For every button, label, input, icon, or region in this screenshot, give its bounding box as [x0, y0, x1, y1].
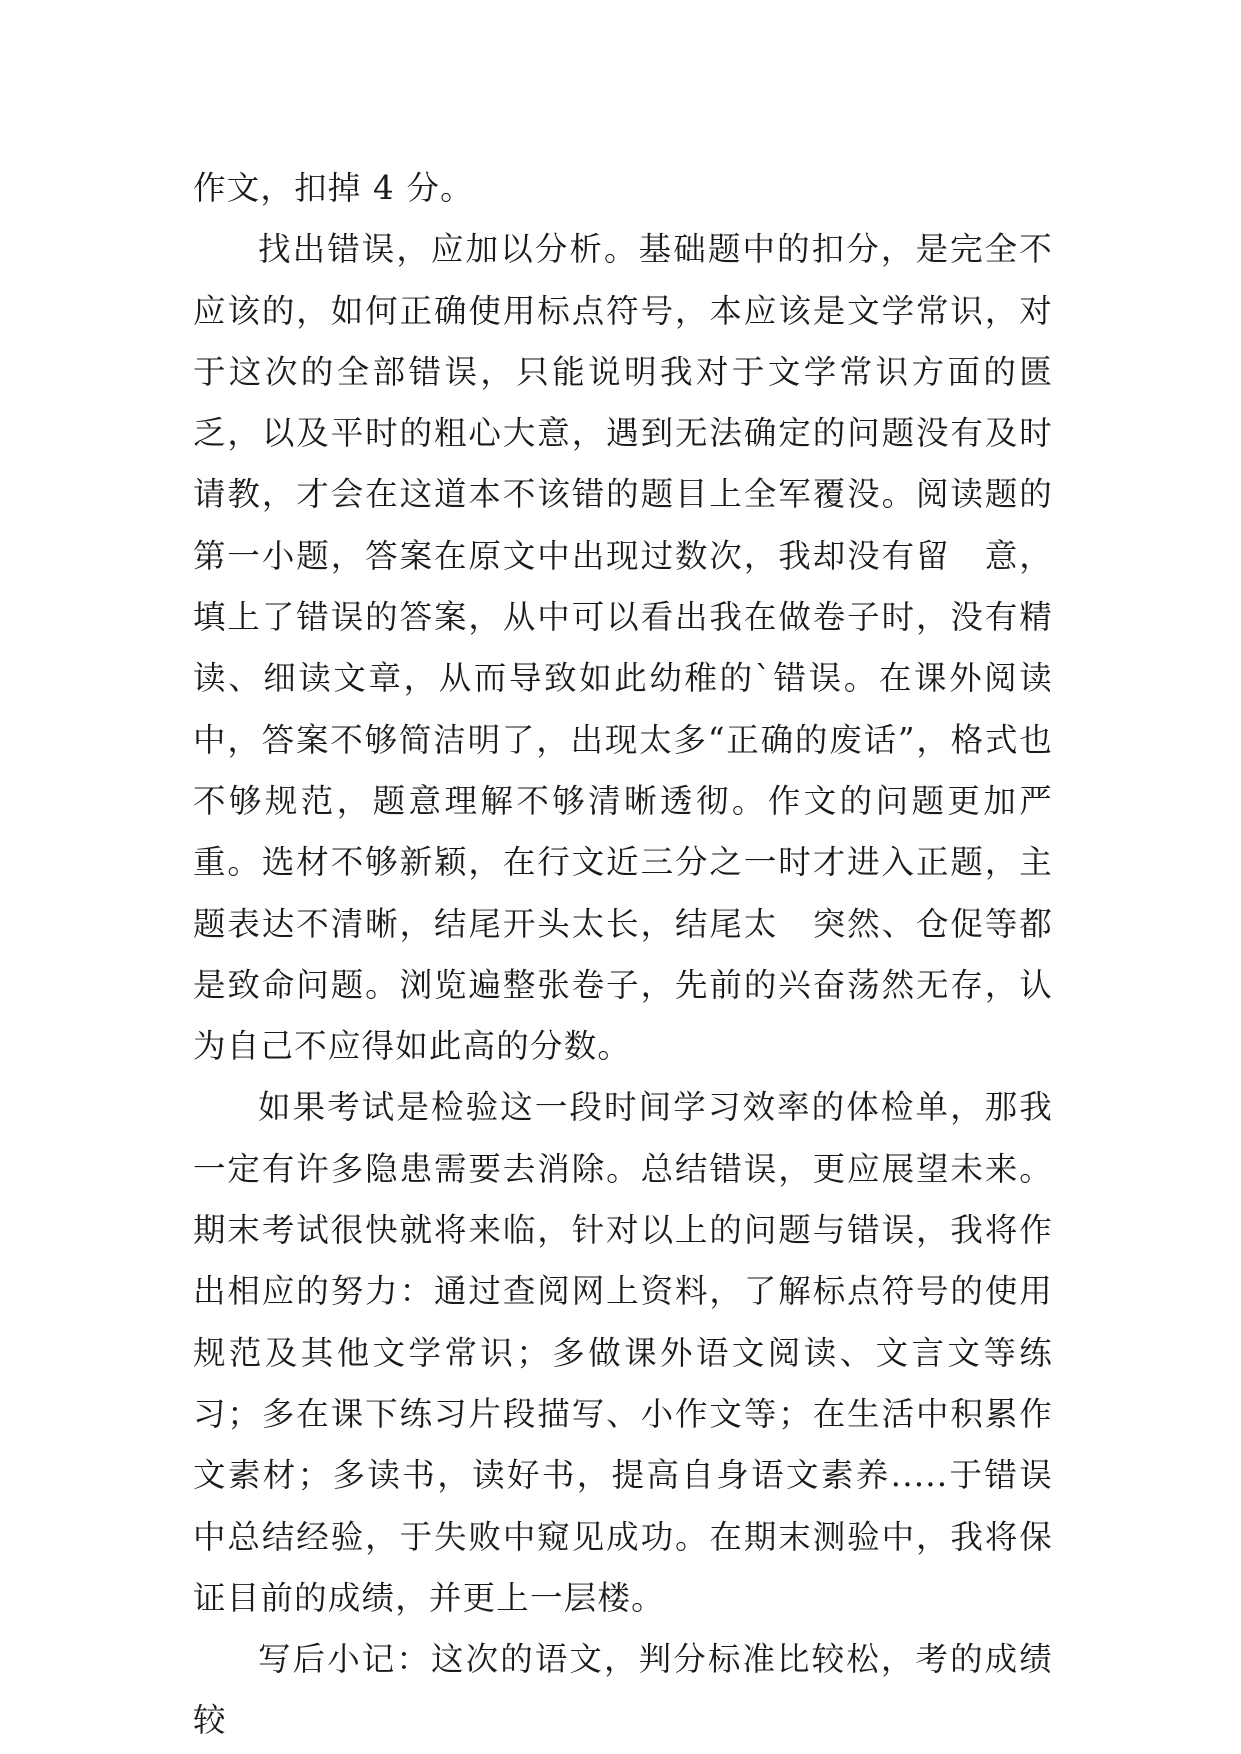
paragraph-4: 写后小记：这次的语文，判分标准比较松，考的成绩较 [193, 1640, 1053, 1740]
paragraph-2: 找出错误，应加以分析。基础题中的扣分，是完全不应该的，如何正确使用标点符号，本应该是文学常识，对于这次的全部错误，只能说明我对于文学常识方面的匮乏，以及平时的粗心大意，遇到无法确定的问题没有及时请教，才会在这道本不该错的题目上全军覆没。阅读题的第一小题，答案在原文中出现过数次，我却没有留 意，填上了错误的答案，从中可以看出我在做卷子时，没有精读、细读文章，从而导致如此幼稚的`错误。在课外阅读中，答案不够简洁明了，出现太多“正确的废话”，格式也不够规范，题意理解不够清晰透彻。作文的问题更加严重。选材不够新颖，在行文近三分之一时才进入正题，主题表达不清晰，结尾开头太长，结尾太 突然、仓促等都是致命问题。浏览遍整张卷子，先前的兴奋荡然无存，认为自己不应得如此高的分数。 [193, 230, 1053, 1066]
paragraph-3: 如果考试是检验这一段时间学习效率的体检单，那我一定有许多隐患需要去消除。总结错误，更应展望未来。期末考试很快就将来临，针对以上的问题与错误，我将作 出相应的努力：通过查阅网上资料，了解标点符号的使用规范及其他文学常识；多做课外语文阅读、文言文等练习；多在课下练习片段描写、小作文等；在生活中积累作文素材；多读书，读好书，提高自身语文素养.....于错误中总结经验，于失败中窥见成功。在期末测验中，我将保证目前的成绩，并更上一层楼。 [193, 1088, 1087, 1617]
document-body [193, 158, 1087, 1752]
paragraph-1: 作文，扣掉 4 分。 [193, 169, 474, 207]
